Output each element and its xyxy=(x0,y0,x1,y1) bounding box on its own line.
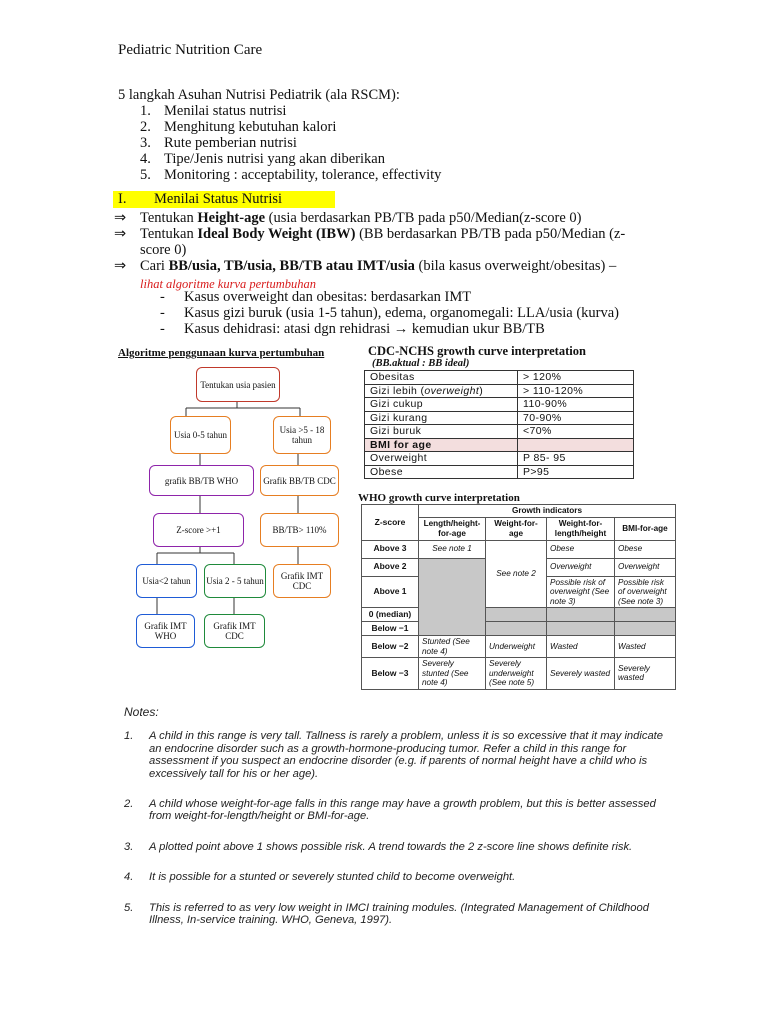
note-item xyxy=(124,871,664,883)
step-number: 3. xyxy=(140,135,151,151)
notes-section xyxy=(124,706,664,944)
note-text: A plotted point above 1 shows possible risk. A trend towards the 2 z-score line shows definite risk. xyxy=(149,840,633,853)
cdc-table-title: CDC-NCHS growth curve interpretation xyxy=(368,344,586,358)
flow-box-label: Usia 2 - 5 tahun xyxy=(206,576,264,586)
arrow-item-prefix: Tentukan xyxy=(140,210,198,226)
flow-box-label: Grafik IMT CDC xyxy=(280,571,324,591)
table-cell: Severely stunted (See note 4) xyxy=(419,658,486,690)
step-text: Monitoring : acceptability, tolerance, effectivity xyxy=(164,167,442,183)
table-cell: Stunted (See note 4) xyxy=(419,636,486,658)
notes-title: Notes: xyxy=(124,705,159,719)
table-cell xyxy=(615,622,676,636)
who-table xyxy=(361,504,676,690)
step-number: 5. xyxy=(140,167,151,183)
implies-arrow-icon: ⇒ xyxy=(114,258,127,274)
implies-arrow-icon: ⇒ xyxy=(114,226,127,242)
flow-box-age-2-5 xyxy=(204,564,266,598)
flow-box-label: Usia >5 - 18 tahun xyxy=(279,425,325,445)
table-cell: Wasted xyxy=(547,636,615,658)
note-item xyxy=(124,902,664,927)
table-cell: Severely wasted xyxy=(615,658,676,690)
section-title: Menilai Status Nutrisi xyxy=(154,191,283,207)
step-number: 2. xyxy=(140,119,151,135)
flow-box-start xyxy=(196,367,280,402)
table-cell: 110-90% xyxy=(518,398,634,412)
flow-box-imt-cdc-right xyxy=(273,564,331,598)
arrow-item-bold: BB/usia, TB/usia, BB/TB atau IMT/usia xyxy=(168,258,415,274)
table-row xyxy=(365,384,634,398)
arrow-item-rest: (BB berdasarkan PB/TB pada p50/Median (z-score 0) xyxy=(140,226,626,258)
flow-box-label: Z-score >+1 xyxy=(176,525,221,535)
table-row xyxy=(365,398,634,412)
table-row xyxy=(365,411,634,425)
table-cell: Wasted xyxy=(615,636,676,658)
flow-box-who-chart xyxy=(149,465,254,496)
table-cell xyxy=(547,622,615,636)
flow-box-imt-who xyxy=(136,614,195,648)
table-header: BMI-for-age xyxy=(615,517,676,540)
note-number: 4. xyxy=(124,871,134,884)
table-header: Weight-for-age xyxy=(486,517,547,540)
dash-item-text: Kasus dehidrasi: atasi dgn rehidrasi → kemudian ukur BB/TB xyxy=(184,321,545,337)
table-row xyxy=(365,465,634,479)
table-header: Growth indicators xyxy=(419,505,676,518)
flow-box-cdc-chart xyxy=(260,465,339,496)
table-row xyxy=(362,658,676,690)
table-cell: See note 1 xyxy=(419,540,486,558)
step-text: Menghitung kebutuhan kalori xyxy=(164,119,337,135)
flow-box-bbtb xyxy=(260,513,339,547)
table-cell: See note 2 xyxy=(486,540,547,608)
table-cell: Gizi kurang xyxy=(365,411,518,425)
note-text: A child whose weight-for-age falls in this range may have a growth problem, but this is better assessed from weight-for-length/height or BMI-for-age. xyxy=(149,798,656,823)
intro-text: 5 langkah Asuhan Nutrisi Pediatrik (ala RSCM): xyxy=(118,87,400,103)
table-cell: > 110-120% xyxy=(518,384,634,398)
table-cell: Below −3 xyxy=(362,658,419,690)
note-number: 2. xyxy=(124,798,134,811)
arrow-item-rest: (usia berdasarkan PB/TB pada p50/Median(z-score 0) xyxy=(265,210,582,226)
table-cell: 70-90% xyxy=(518,411,634,425)
table-row xyxy=(362,622,676,636)
flow-box-label: Usia 0-5 tahun xyxy=(174,430,227,440)
table-cell: Severely underweight (See note 5) xyxy=(486,658,547,690)
table-cell: Overweight xyxy=(547,558,615,576)
flow-box-label: BB/TB> 110% xyxy=(272,525,327,535)
arrow-item-prefix: Cari xyxy=(140,258,169,274)
document-title: Pediatric Nutrition Care xyxy=(118,42,263,58)
table-cell: Overweight xyxy=(615,558,676,576)
step-text: Rute pemberian nutrisi xyxy=(164,135,297,151)
flowchart-title: Algoritme penggunaan kurva pertumbuhan xyxy=(118,347,325,359)
dash-bullet: - xyxy=(160,321,165,337)
flow-box-imt-cdc xyxy=(204,614,265,648)
table-cell: 0 (median) xyxy=(362,608,419,622)
table-cell xyxy=(615,608,676,622)
table-row xyxy=(362,540,676,558)
table-cell: Overweight xyxy=(365,452,518,466)
table-cell: Obese xyxy=(615,540,676,558)
dash-item-text: Kasus gizi buruk (usia 1-5 tahun), edema, organomegali: LLA/usia (kurva) xyxy=(184,305,620,321)
table-header: Length/height-for-age xyxy=(419,517,486,540)
table-cell: Severely wasted xyxy=(547,658,615,690)
note-number: 5. xyxy=(124,901,134,914)
table-cell xyxy=(486,608,547,622)
table-cell: Above 2 xyxy=(362,558,419,576)
table-cell: <70% xyxy=(518,425,634,439)
arrow-item-rest: (bila kasus overweight/obesitas) – xyxy=(414,258,617,274)
dash-bullet: - xyxy=(160,305,165,321)
table-row xyxy=(365,425,634,439)
step-number: 4. xyxy=(140,151,151,167)
table-row xyxy=(365,371,634,385)
flow-box-age-0-5 xyxy=(170,416,231,454)
arrow-item-bold: Ideal Body Weight (IBW) xyxy=(197,226,356,242)
table-cell: Gizi buruk xyxy=(365,425,518,439)
cdc-table xyxy=(364,370,634,479)
table-cell: Above 3 xyxy=(362,540,419,558)
flow-box-label: Tentukan usia pasien xyxy=(200,379,276,390)
table-cell: BMI for age xyxy=(365,438,518,452)
note-text: This is referred to as very low weight in IMCI training modules. (Integrated Management of Childhood Illness, In-service training. WHO, Geneva, 1997). xyxy=(149,901,649,927)
table-cell xyxy=(547,608,615,622)
note-item xyxy=(124,841,664,853)
table-cell: Obese xyxy=(547,540,615,558)
table-cell: P 85- 95 xyxy=(518,452,634,466)
table-cell: Below −2 xyxy=(362,636,419,658)
flow-box-label: grafik BB/TB WHO xyxy=(164,475,239,486)
red-note: lihat algoritme kurva pertumbuhan xyxy=(140,277,317,291)
flow-box-label: Usia<2 tahun xyxy=(142,576,191,586)
flow-box-zscore xyxy=(153,513,244,547)
flow-box-label: Grafik BB/TB CDC xyxy=(263,475,336,486)
section-number: I. xyxy=(118,191,127,207)
step-text: Menilai status nutrisi xyxy=(164,103,287,119)
table-row xyxy=(362,636,676,658)
dash-bullet: - xyxy=(160,289,165,305)
table-row xyxy=(362,505,676,518)
flow-box-age-under-2 xyxy=(136,564,197,598)
flow-box-age-5-18 xyxy=(273,416,331,454)
arrow-item-prefix: Tentukan xyxy=(140,226,198,242)
table-row xyxy=(365,438,634,452)
arrow-item-bold: Height-age xyxy=(197,210,266,226)
table-cell: Below −1 xyxy=(362,622,419,636)
table-row xyxy=(365,452,634,466)
note-text: It is possible for a stunted or severely stunted child to become overweight. xyxy=(149,871,516,884)
note-item xyxy=(124,798,664,823)
table-cell: Possible risk of overweight (See note 3) xyxy=(615,576,676,608)
note-item xyxy=(124,730,664,780)
table-row xyxy=(362,608,676,622)
note-number: 3. xyxy=(124,840,134,853)
cdc-table-subtitle: (BB.aktual : BB ideal) xyxy=(372,358,470,369)
table-cell: Gizi cukup xyxy=(365,398,518,412)
note-number: 1. xyxy=(124,730,134,743)
table-cell xyxy=(486,622,547,636)
dash-item-text: Kasus overweight dan obesitas: berdasarkan IMT xyxy=(184,289,472,305)
table-cell: Gizi lebih (overweight) xyxy=(365,384,518,398)
table-cell: Above 1 xyxy=(362,576,419,608)
table-cell: Possible risk of overweight (See note 3) xyxy=(547,576,615,608)
table-header: Z-score xyxy=(362,505,419,541)
table-cell xyxy=(518,438,634,452)
table-cell: Obesitas xyxy=(365,371,518,385)
implies-arrow-icon: ⇒ xyxy=(114,210,127,226)
table-cell: > 120% xyxy=(518,371,634,385)
note-text: A child in this range is very tall. Tallness is rarely a problem, unless it is so excessive that it may indicate an endocrine disorder such as a growth-hormone-producing tumor. Refer a child in this range for assessment if you suspect an endocrine disorder (e.g. if parents of normal height have a child who is excessively tall for his or her age). xyxy=(149,730,664,780)
step-number: 1. xyxy=(140,103,151,119)
who-table-title: WHO growth curve interpretation xyxy=(358,492,520,504)
step-text: Tipe/Jenis nutrisi yang akan diberikan xyxy=(164,151,385,167)
flow-box-label: Grafik IMT WHO xyxy=(144,621,187,641)
table-header: Weight-for-length/height xyxy=(547,517,615,540)
table-cell: P>95 xyxy=(518,465,634,479)
flow-box-label: Grafik IMT CDC xyxy=(213,621,256,641)
table-cell xyxy=(419,558,486,636)
table-cell: Underweight xyxy=(486,636,547,658)
table-cell: Obese xyxy=(365,465,518,479)
